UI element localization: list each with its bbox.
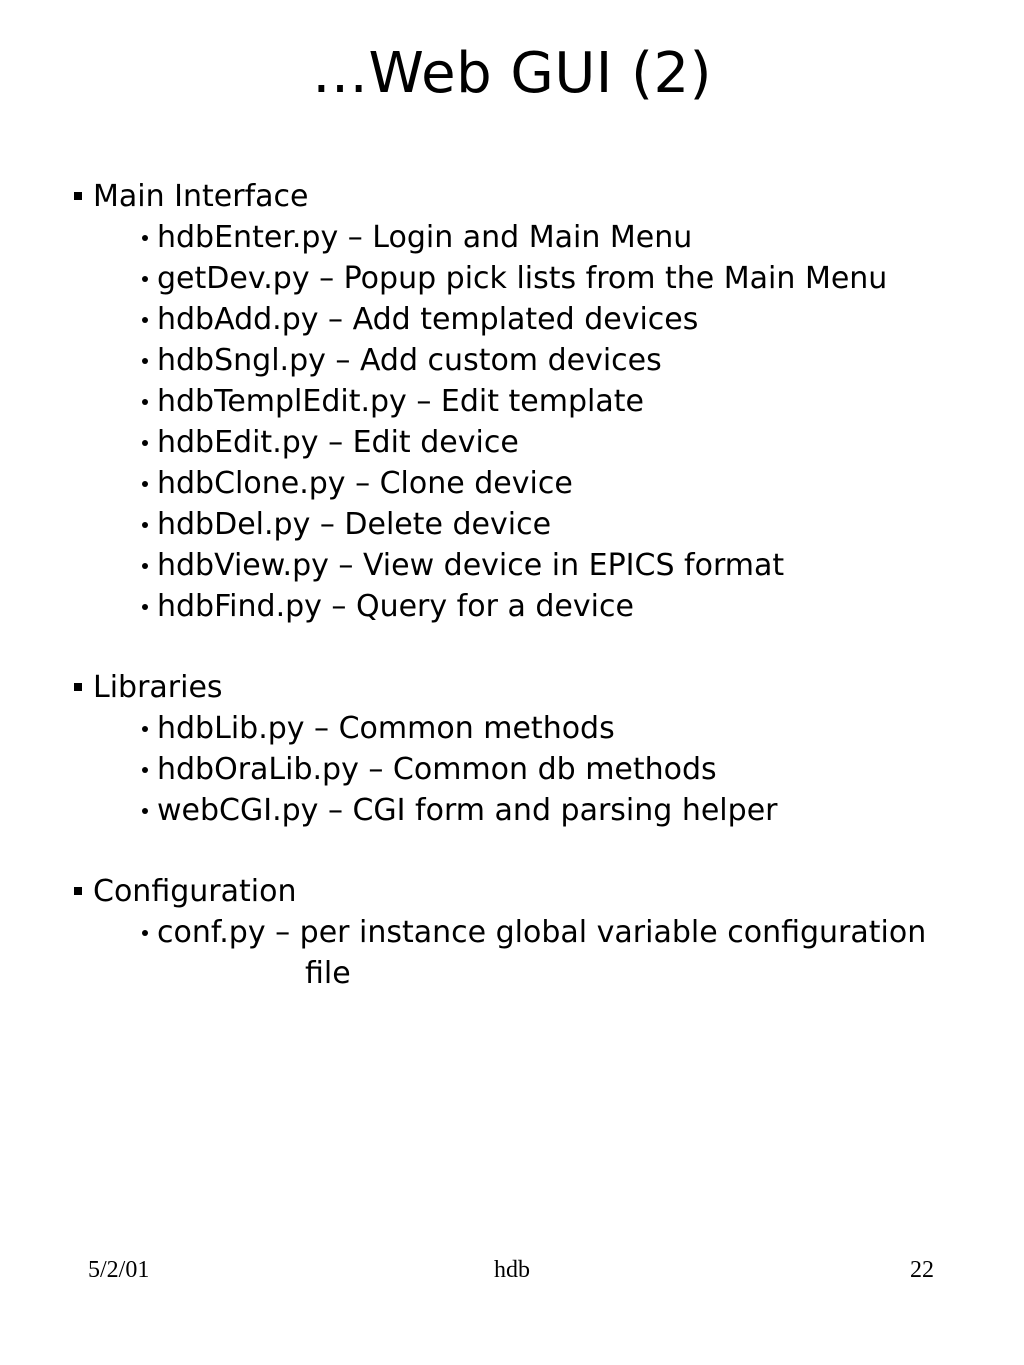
footer-date: 5/2/01 [88,1257,150,1283]
list-item-text: hdbDel.py – Delete device [157,507,552,542]
slide-title: …Web GUI (2) [312,41,712,106]
list-item [70,463,990,504]
section-configuration [70,871,990,994]
sub-list [70,217,990,627]
list-item-text: hdbOraLib.py – Common db methods [157,752,717,787]
slide-content [70,176,990,1034]
list-item [70,504,990,545]
list-item-text: hdbClone.py – Clone device [157,466,573,501]
dot-bullet-icon [142,481,148,487]
dot-bullet-icon [142,399,148,405]
dot-bullet-icon [142,358,148,364]
list-item [70,217,990,258]
section-heading [70,871,990,912]
dot-bullet-icon [142,317,148,323]
square-bullet-icon [74,887,82,895]
list-item [70,708,990,749]
dot-bullet-icon [142,276,148,282]
dot-bullet-icon [142,563,148,569]
list-item-text: hdbSngl.py – Add custom devices [157,343,662,378]
list-item [70,545,990,586]
list-item-text: hdbEdit.py – Edit device [157,425,519,460]
list-item-line: conf.py – per instance global variable configuration [157,915,927,950]
list-item-text: hdbFind.py – Query for a device [157,589,634,624]
section-heading [70,667,990,708]
list-item [70,258,990,299]
section-libraries [70,667,990,831]
footer-page-number: 22 [910,1257,934,1283]
square-bullet-icon [74,683,82,691]
list-item [70,381,990,422]
section-heading [70,176,990,217]
sub-list [70,912,990,994]
dot-bullet-icon [142,440,148,446]
dot-bullet-icon [142,604,148,610]
list-item-text [157,912,977,994]
section-heading-text: Libraries [93,670,223,705]
list-item [70,299,990,340]
square-bullet-icon [74,192,82,200]
list-item-text: hdbTemplEdit.py – Edit template [157,384,644,419]
list-item-text: getDev.py – Popup pick lists from the Main Menu [157,261,888,296]
sub-list [70,708,990,831]
section-heading-text: Configuration [93,874,297,909]
list-item-text: hdbView.py – View device in EPICS format [157,548,785,583]
list-item [70,586,990,627]
dot-bullet-icon [142,930,148,936]
list-item-text: hdbAdd.py – Add templated devices [157,302,699,337]
list-item [70,790,990,831]
footer-title: hdb [494,1257,530,1283]
list-item-text: hdbLib.py – Common methods [157,711,615,746]
list-item [70,422,990,463]
section-main-interface [70,176,990,627]
list-item-line-continued: file [305,956,351,991]
dot-bullet-icon [142,767,148,773]
list-item [70,340,990,381]
list-item-text: webCGI.py – CGI form and parsing helper [157,793,778,828]
dot-bullet-icon [142,726,148,732]
section-heading-text: Main Interface [93,179,309,214]
dot-bullet-icon [142,235,148,241]
dot-bullet-icon [142,522,148,528]
list-item [70,912,990,994]
dot-bullet-icon [142,808,148,814]
list-item-text: hdbEnter.py – Login and Main Menu [157,220,693,255]
list-item [70,749,990,790]
